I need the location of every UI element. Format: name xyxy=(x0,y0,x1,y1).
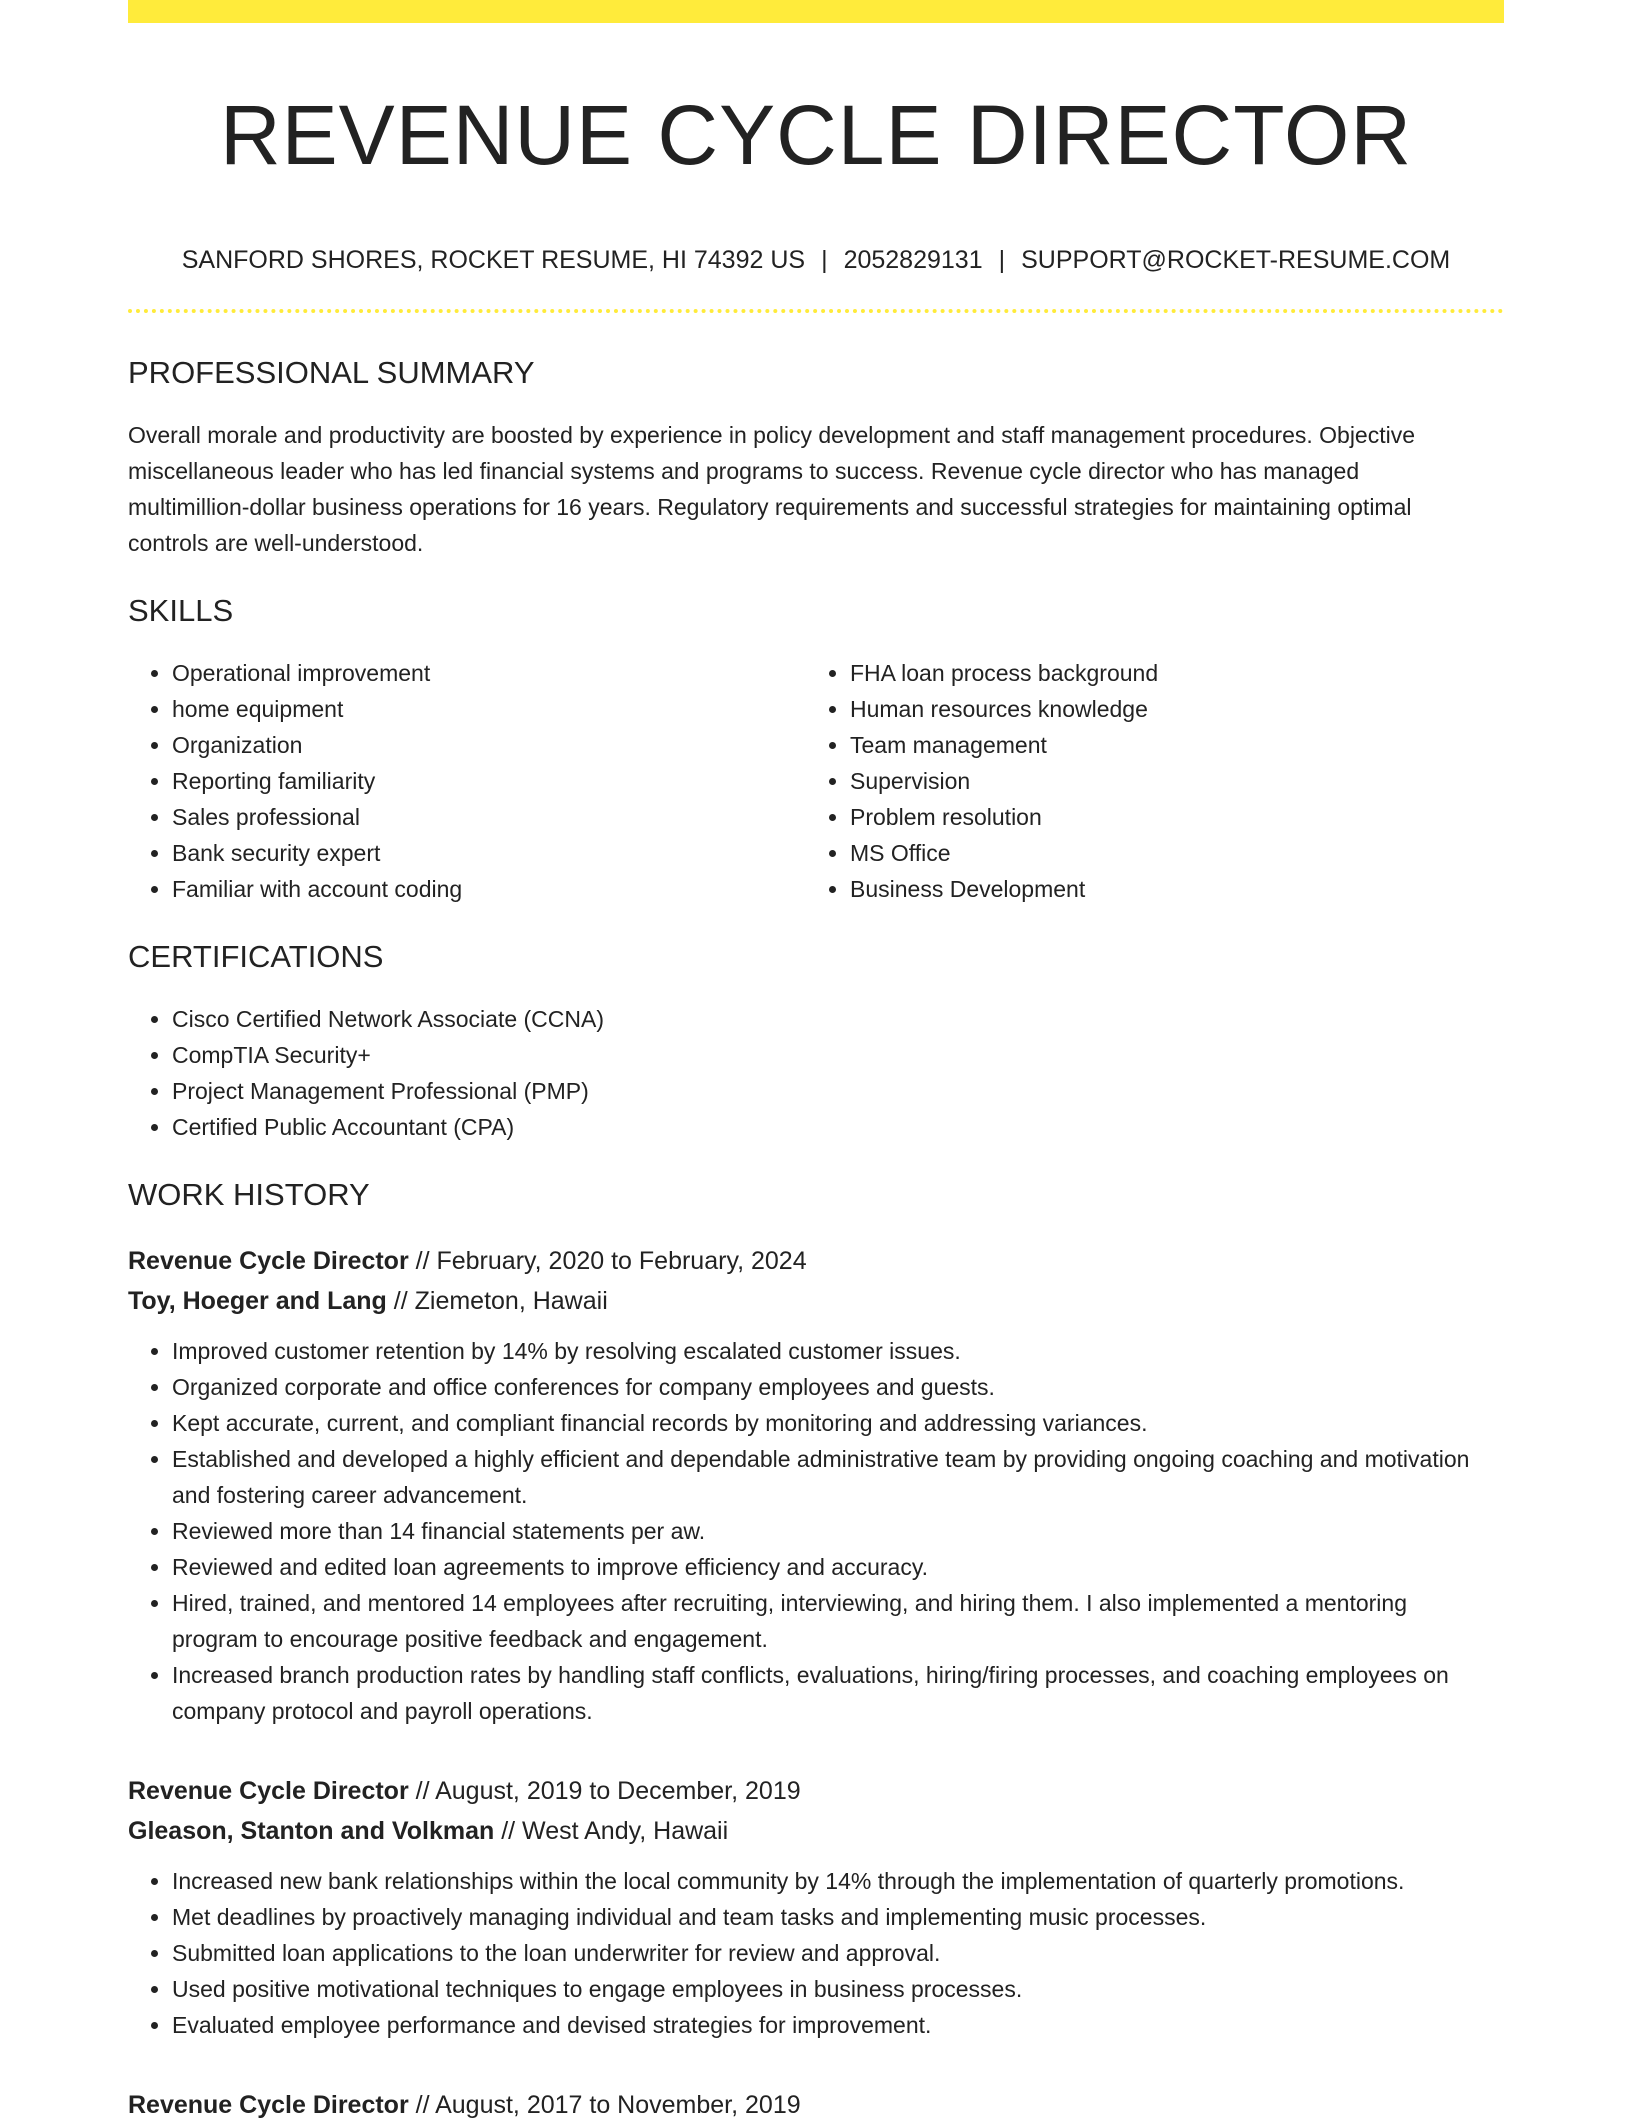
job-title-line xyxy=(128,1771,1504,1811)
skill-item: • Sales professional xyxy=(172,799,806,835)
job-entry xyxy=(128,1771,1504,2043)
contact-phone: 2052829131 xyxy=(843,246,983,274)
job-bullet: • Increased new bank relationships within the local community by 14% through the implementation of quarterly promotions. xyxy=(172,1863,1472,1899)
job-company: Toy, Hoeger and Lang xyxy=(128,1287,387,1315)
certification-item: • Project Management Professional (PMP) xyxy=(172,1073,1504,1109)
skill-item: • Familiar with account coding xyxy=(172,871,806,907)
skill-item: • Business Development xyxy=(850,871,1484,907)
job-company-line xyxy=(128,1281,1504,1321)
job-bullet: • Reviewed and edited loan agreements to improve efficiency and accuracy. xyxy=(172,1549,1472,1585)
certification-item: • Certified Public Accountant (CPA) xyxy=(172,1109,1504,1145)
skills-heading: SKILLS xyxy=(128,593,234,628)
skill-item: • MS Office xyxy=(850,835,1484,871)
job-dates: // February, 2020 to February, 2024 xyxy=(415,1247,807,1275)
skill-item: • Reporting familiarity xyxy=(172,763,806,799)
contact-line xyxy=(128,245,1504,275)
certification-item: • Cisco Certified Network Associate (CCNA) xyxy=(172,1001,1504,1037)
job-title: Revenue Cycle Director xyxy=(128,2091,409,2119)
job-bullet: • Reviewed more than 14 financial statements per aw. xyxy=(172,1513,1472,1549)
job-location: // West Andy, Hawaii xyxy=(501,1817,729,1845)
job-dates: // August, 2017 to November, 2019 xyxy=(415,2091,801,2119)
job-bullet: • Organized corporate and office conferences for company employees and guests. xyxy=(172,1369,1472,1405)
job-bullet: • Evaluated employee performance and devised strategies for improvement. xyxy=(172,2007,1472,2043)
skill-item: • Operational improvement xyxy=(172,655,806,691)
skills-list xyxy=(128,655,1504,907)
work-history-heading: WORK HISTORY xyxy=(128,1177,370,1212)
job-bullet: • Submitted loan applications to the loan underwriter for review and approval. xyxy=(172,1935,1472,1971)
job-bullet: • Used positive motivational techniques to engage employees in business processes. xyxy=(172,1971,1472,2007)
job-bullet: • Established and developed a highly efficient and dependable administrative team by providing ongoing coaching and motivation and fostering career advancement. xyxy=(172,1441,1472,1513)
contact-address: SANFORD SHORES, ROCKET RESUME, HI 74392 US xyxy=(181,246,806,274)
job-bullet: • Hired, trained, and mentored 14 employees after recruiting, interviewing, and hiring them. I also implemented a mentoring program to encourage positive feedback and engagement. xyxy=(172,1585,1472,1657)
job-bullets xyxy=(128,1333,1504,1729)
skills-column-right xyxy=(806,655,1484,907)
skill-item: • FHA loan process background xyxy=(850,655,1484,691)
job-dates: // August, 2019 to December, 2019 xyxy=(415,1777,801,1805)
job-title: Revenue Cycle Director xyxy=(128,1247,409,1275)
job-bullet: • Met deadlines by proactively managing individual and team tasks and implementing music processes. xyxy=(172,1899,1472,1935)
job-bullets xyxy=(128,1863,1504,2043)
job-entry xyxy=(128,2085,1504,2125)
skill-item: • Human resources knowledge xyxy=(850,691,1484,727)
contact-separator: | xyxy=(821,246,828,274)
contact-email: SUPPORT@ROCKET-RESUME.COM xyxy=(1021,246,1451,274)
skill-item: • Supervision xyxy=(850,763,1484,799)
job-company-line xyxy=(128,1811,1504,1851)
summary-heading: PROFESSIONAL SUMMARY xyxy=(128,355,535,390)
job-entry xyxy=(128,1241,1504,1729)
skill-item: • home equipment xyxy=(172,691,806,727)
resume-page xyxy=(128,0,1504,2125)
skill-item: • Team management xyxy=(850,727,1484,763)
skill-item: • Bank security expert xyxy=(172,835,806,871)
job-company: Gleason, Stanton and Volkman xyxy=(128,1817,495,1845)
certifications-list xyxy=(128,1001,1504,1145)
skill-item: • Problem resolution xyxy=(850,799,1484,835)
summary-text: Overall morale and productivity are boosted by experience in policy development and staff management procedures. Objective miscellaneous leader who has led financial systems and programs to success. Revenue cycle director who has managed multimillion-dollar business operations for 16 years. Regulatory requirements and successful strategies for maintaining optimal controls are well-understood. xyxy=(128,422,1416,556)
skills-column-left xyxy=(128,655,806,907)
resume-name: REVENUE CYCLE DIRECTOR xyxy=(219,88,1412,182)
accent-bar xyxy=(128,0,1504,23)
job-title-line xyxy=(128,1241,1504,1281)
job-location: // Ziemeton, Hawaii xyxy=(393,1287,608,1315)
job-bullet: • Kept accurate, current, and compliant financial records by monitoring and addressing variances. xyxy=(172,1405,1472,1441)
job-bullet: • Improved customer retention by 14% by resolving escalated customer issues. xyxy=(172,1333,1472,1369)
certification-item: • CompTIA Security+ xyxy=(172,1037,1504,1073)
job-title-line xyxy=(128,2085,1504,2125)
contact-separator: | xyxy=(998,246,1006,274)
skill-item: • Organization xyxy=(172,727,806,763)
certifications-heading: CERTIFICATIONS xyxy=(128,939,384,974)
header-divider xyxy=(128,309,1504,313)
job-bullet: • Increased branch production rates by handling staff conflicts, evaluations, hiring/firing processes, and coaching employees on company protocol and payroll operations. xyxy=(172,1657,1472,1729)
job-title: Revenue Cycle Director xyxy=(128,1777,409,1805)
